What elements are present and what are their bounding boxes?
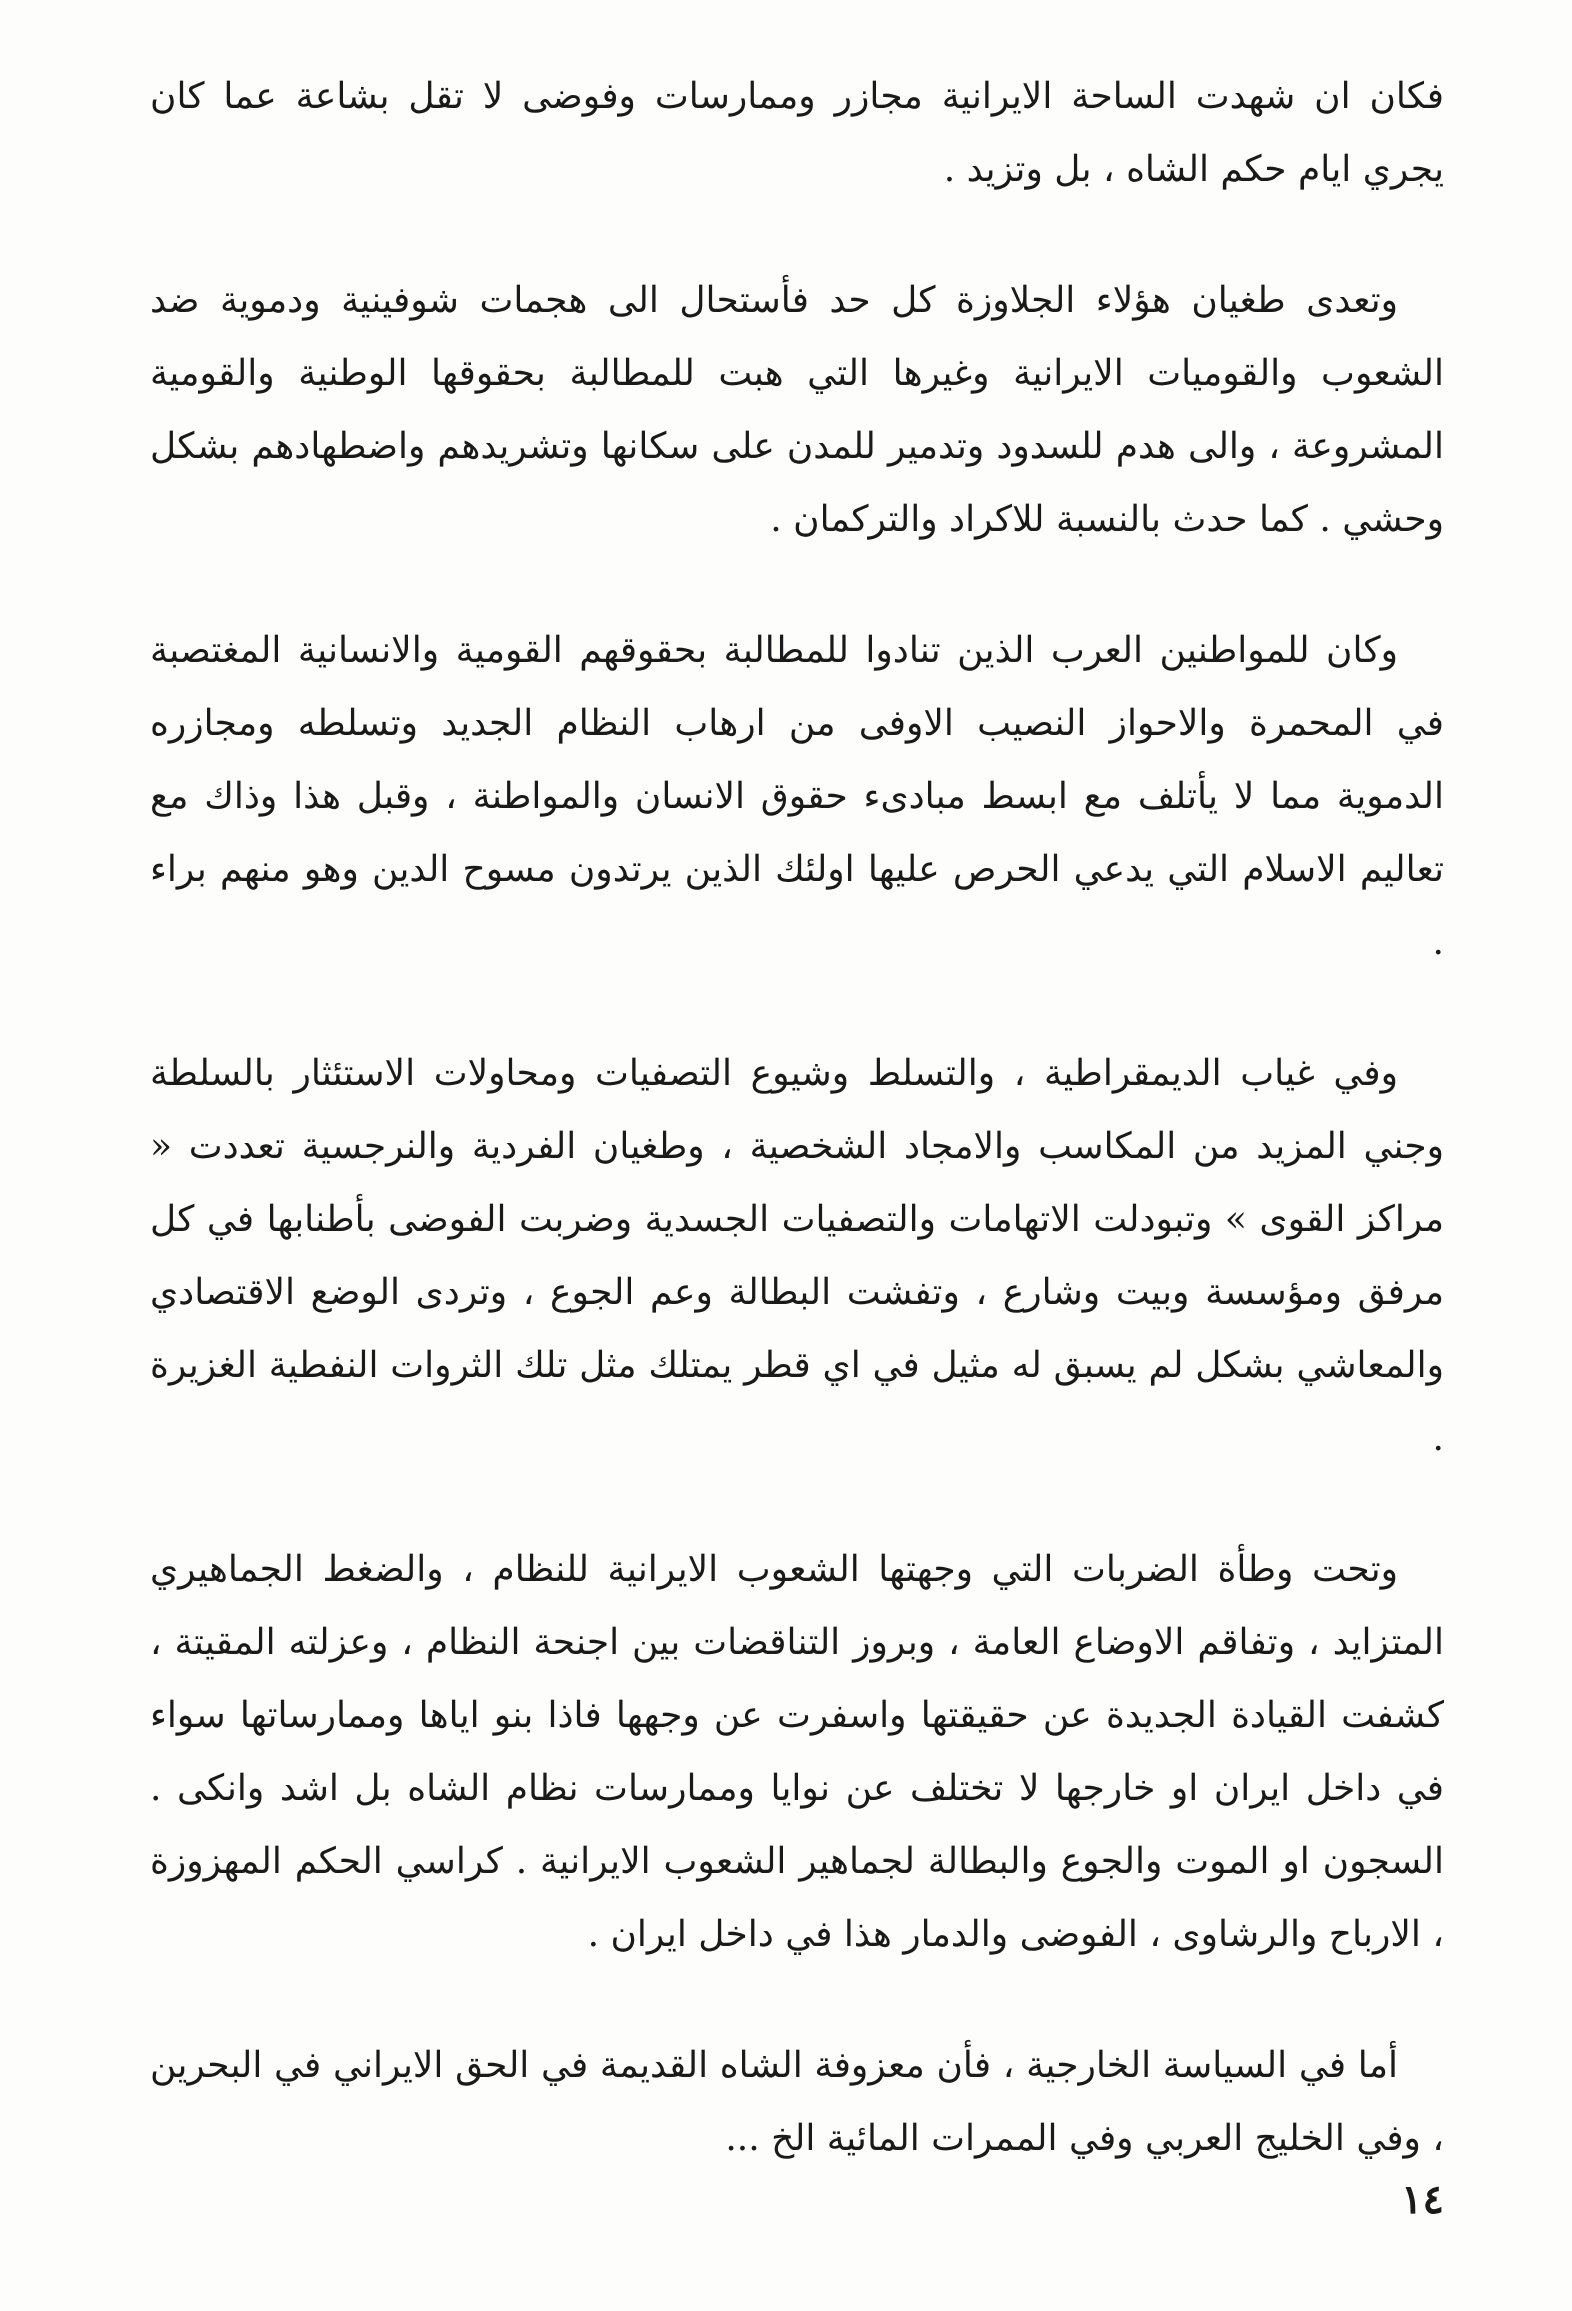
paragraph-5: وتحت وطأة الضربات التي وجهتها الشعوب الايرانية للنظام ، والضغط الجماهيري المتزايد ، وتفاقم الاوضاع العامة ، وبروز التناقضات بين اجنحة النظام ، وعزلته المقيتة ، كشفت القيادة الجديدة عن حقيقتها واسفرت عن وجهها فاذا بنو اياها وممارساتها سواء في داخل ايران او خارجها لا تختلف عن نوايا وممارسات نظام الشاه بل اشد وانكى . السجون او الموت والجوع والبطالة لجماهير الشعوب الايرانية . كراسي الحكم المهزوزة ، الارباح والرشاوى ، الفوضى والدمار هذا في داخل ايران . bbox=[150, 1549, 1444, 1955]
page-number: ١٤ bbox=[1401, 2176, 1444, 2223]
paragraph-2: وتعدى طغيان هؤلاء الجلاوزة كل حد فأستحال الى هجمات شوفينية ودموية ضد الشعوب والقوميات الايرانية وغيرها التي هبت للمطالبة بحقوقها الوطنية والقومية المشروعة ، والى هدم للسدود وتدمير للمدن على سكانها وتشريدهم واضطهادهم بشكل وحشي . كما حدث بالنسبة للاكراد والتركمان . bbox=[150, 280, 1444, 540]
body-text bbox=[150, 60, 1444, 2233]
paragraph-4: وفي غياب الديمقراطية ، والتسلط وشيوع التصفيات ومحاولات الاستئثار بالسلطة وجني المزيد من المكاسب والامجاد الشخصية ، وطغيان الفردية والنرجسية تعددت « مراكز القوى » وتبودلت الاتهامات والتصفيات الجسدية وضربت الفوضى بأطنابها في كل مرفق ومؤسسة وبيت وشارع ، وتفشت البطالة وعم الجوع ، وتردى الوضع الاقتصادي والمعاشي بشكل لم يسبق له مثيل في اي قطر يمتلك مثل تلك الثروات النفطية الغزيرة . bbox=[150, 1053, 1444, 1459]
paragraph-3: وكان للمواطنين العرب الذين تنادوا للمطالبة بحقوقهم القومية والانسانية المغتصبة في المحمرة والاحواز النصيب الاوفى من ارهاب النظام الجديد وتسلطه ومجازره الدموية مما لا يأتلف مع ابسط مبادىء حقوق الانسان والمواطنة ، وقبل هذا وذاك مع تعاليم الاسلام التي يدعي الحرص عليها اولئك الذين يرتدون مسوح الدين وهو منهم براء . bbox=[150, 630, 1444, 963]
paragraph-6: أما في السياسة الخارجية ، فأن معزوفة الشاه القديمة في الحق الايراني في البحرين ، وفي الخليج العربي وفي الممرات المائية الخ ... bbox=[150, 2045, 1444, 2159]
paragraph-1: فكان ان شهدت الساحة الايرانية مجازر وممارسات وفوضى لا تقل بشاعة عما كان يجري ايام حكم الشاه ، بل وتزيد . bbox=[150, 76, 1444, 190]
